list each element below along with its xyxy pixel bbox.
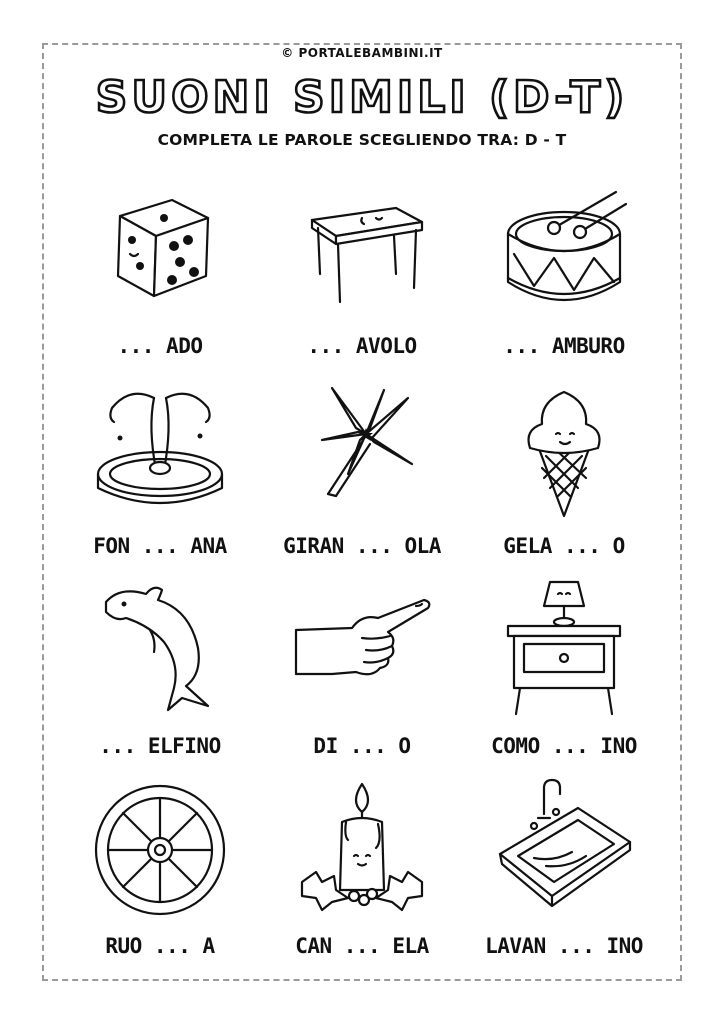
wheel-icon xyxy=(90,778,230,918)
exercise-item xyxy=(464,178,664,378)
candle-icon xyxy=(292,778,432,918)
site-credit: © PORTALEBAMBINI.IT xyxy=(281,46,443,60)
word-label: FON ... ANA xyxy=(93,534,227,558)
exercise-item xyxy=(464,778,664,978)
exercise-item xyxy=(60,378,260,578)
word-label: GELA ... O xyxy=(503,534,625,558)
exercise-item xyxy=(464,578,664,778)
page-title-text: SUONI SIMILI (D-T) xyxy=(95,72,629,123)
word-label: COMO ... INO xyxy=(491,734,637,758)
word-label: LAVAN ... INO xyxy=(485,934,643,958)
dice-icon xyxy=(90,178,230,318)
exercise-item xyxy=(262,778,462,978)
instruction-text: COMPLETA LE PAROLE SCEGLIENDO TRA: D - T xyxy=(157,131,567,149)
ice-cream-icon xyxy=(494,378,634,518)
word-label: ... ELFINO xyxy=(99,734,221,758)
word-label: CAN ... ELA xyxy=(295,934,429,958)
exercise-item xyxy=(262,178,462,378)
pointing-finger-icon xyxy=(292,578,432,718)
word-label: DI ... O xyxy=(313,734,411,758)
word-label: RUO ... A xyxy=(105,934,215,958)
exercise-item xyxy=(60,578,260,778)
table-icon xyxy=(292,178,432,318)
word-label: GIRAN ... OLA xyxy=(283,534,441,558)
exercise-item xyxy=(60,778,260,978)
exercise-item xyxy=(262,578,462,778)
word-label: ... AVOLO xyxy=(307,334,417,358)
word-label: ... AMBURO xyxy=(503,334,625,358)
sink-icon xyxy=(494,778,634,918)
nightstand-icon xyxy=(494,578,634,718)
word-label: ... ADO xyxy=(117,334,203,358)
page-title xyxy=(0,68,724,124)
fountain-icon xyxy=(90,378,230,518)
exercise-item xyxy=(60,178,260,378)
pinwheel-icon xyxy=(292,378,432,518)
exercise-item xyxy=(464,378,664,578)
dolphin-icon xyxy=(90,578,230,718)
drum-icon xyxy=(494,178,634,318)
exercise-item xyxy=(262,378,462,578)
